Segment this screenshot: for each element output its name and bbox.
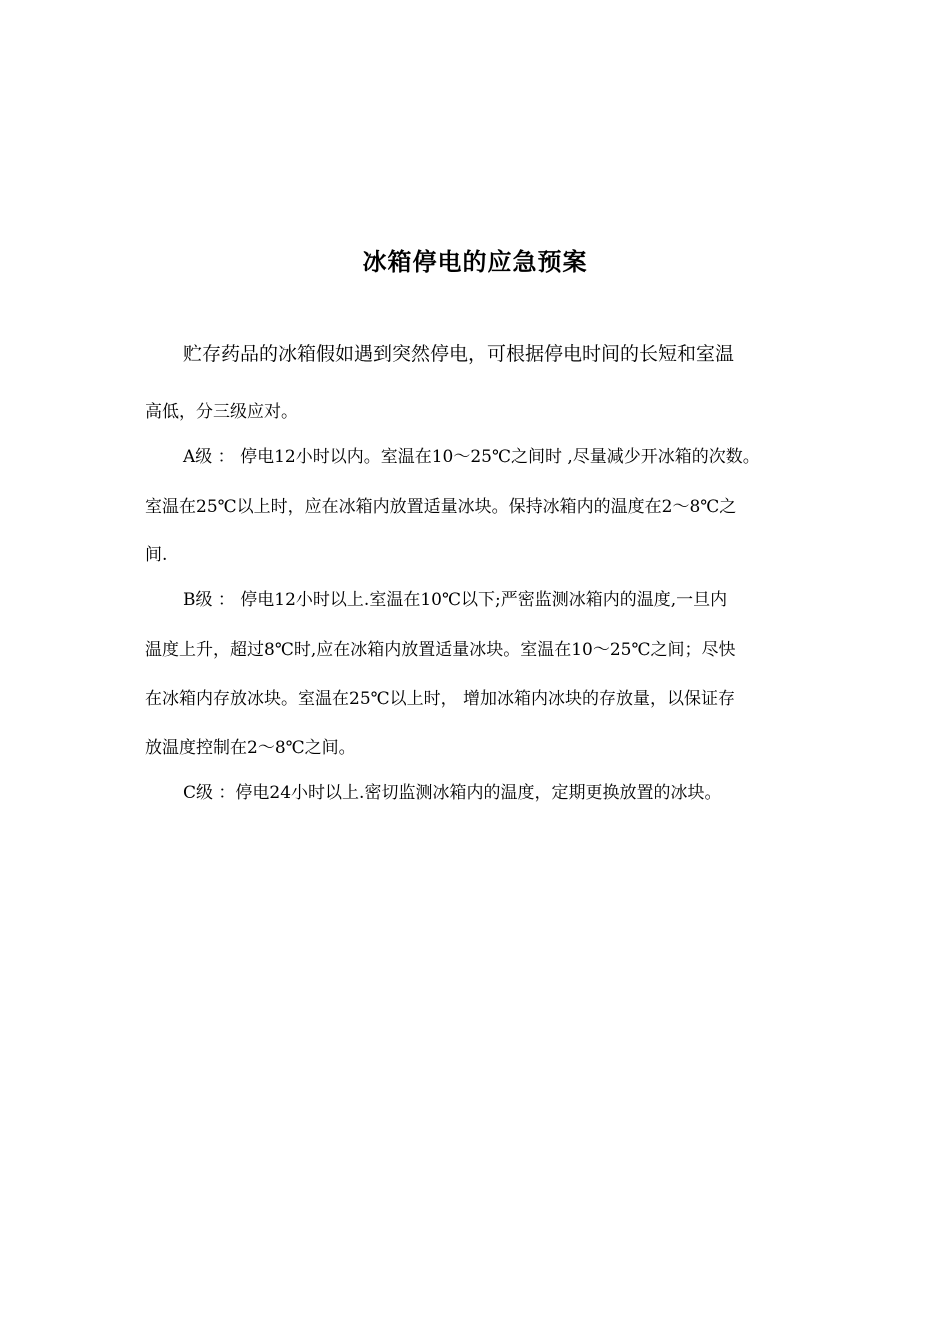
paragraph-b-line-4: 放温度控制在2～8℃之间。 (145, 738, 356, 758)
paragraph-c-line-1: C级 ：停电24小时以上.密切监测冰箱内的温度，定期更换放置的冰块。 (183, 783, 722, 803)
paragraph-b-line-1: B级 ： 停电12小时以上.室温在10℃以下;严密监测冰箱内的温度,一旦内 (183, 590, 728, 610)
paragraph-a-line-1: A级 ： 停电12小时以内。室温在10～25℃之间时 ,尽量减少开冰箱的次数。 (183, 447, 760, 467)
paragraph-b-line-3: 在冰箱内存放冰块。室温在25℃以上时， 增加冰箱内冰块的存放量，以保证存 (145, 689, 736, 709)
paragraph-b-line-2: 温度上升，超过8℃时,应在冰箱内放置适量冰块。室温在10～25℃之间；尽快 (145, 640, 736, 660)
document-title: 冰箱停电的应急预案 (362, 248, 588, 276)
paragraph-intro-line-2: 高低，分三级应对。 (145, 402, 298, 422)
paragraph-intro-line-1: 贮存药品的冰箱假如遇到突然停电，可根据停电时间的长短和室温 (183, 343, 735, 365)
paragraph-a-line-3: 间. (145, 545, 168, 565)
paragraph-a-line-2: 室温在25℃以上时，应在冰箱内放置适量冰块。保持冰箱内的温度在2～8℃之 (145, 497, 737, 517)
